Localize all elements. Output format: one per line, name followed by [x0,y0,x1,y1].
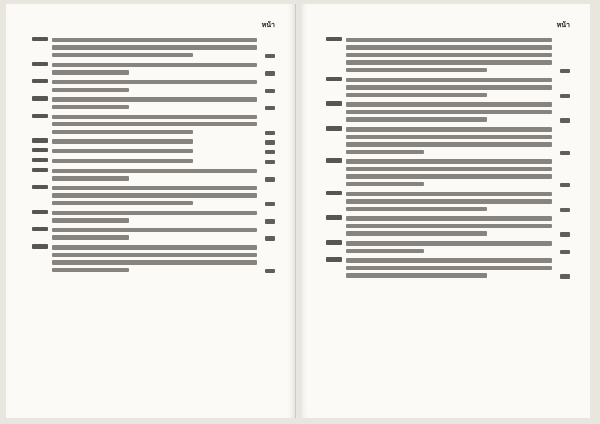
text-line [346,199,552,203]
text-line [52,105,129,109]
question-number [30,79,50,85]
question-text [30,97,257,109]
page-number-mark [265,89,275,93]
page-number [556,149,572,155]
page-number-mark [265,160,275,164]
question-number [30,114,50,120]
page-number [556,92,572,98]
question-number-mark [326,191,342,195]
page-number-mark [560,232,570,236]
text-line [346,38,552,42]
text-line [346,85,552,89]
text-line [52,122,257,126]
page-number [261,218,277,224]
entry-list [30,38,277,272]
question-text [324,159,552,186]
question-entry [324,159,572,186]
question-entry [324,102,572,121]
question-entry [30,245,277,272]
question-entry [30,211,277,223]
question-text [30,149,257,153]
question-number-mark [32,114,48,118]
question-number [30,96,50,102]
page-number [261,176,277,182]
text-line [346,68,487,72]
text-line [52,211,257,215]
question-text [30,115,257,134]
text-line [346,192,552,196]
page-number [261,129,277,135]
question-entry [324,127,572,154]
page-number-mark [560,69,570,73]
question-entry [30,159,277,163]
text-line [346,110,552,114]
text-line [346,182,424,186]
question-number [30,244,50,250]
question-text [30,245,257,272]
text-line [346,78,552,82]
question-number-mark [326,101,342,105]
page-number-mark [560,183,570,187]
text-line [52,228,257,232]
question-text [30,228,257,240]
text-line [52,45,257,49]
text-line [346,249,424,253]
question-text [30,159,257,163]
page-number [261,235,277,241]
page-number-mark [560,274,570,278]
text-line [346,174,552,178]
question-entry [30,115,277,134]
question-number-mark [32,138,48,142]
page-number-mark [265,54,275,58]
question-number [324,191,344,197]
question-number-mark [32,148,48,152]
page-number [261,104,277,110]
page-number-mark [265,269,275,273]
text-line [346,102,552,106]
question-number [324,257,344,263]
text-line [346,273,487,277]
page-number [261,139,277,145]
question-text [324,102,552,121]
question-number-mark [32,96,48,100]
question-number-mark [326,77,342,81]
left-page [6,4,296,418]
question-number [30,138,50,144]
question-entry [30,139,277,143]
text-line [346,93,487,97]
page-number [261,148,277,154]
text-line [52,253,257,257]
text-line [52,218,129,222]
page-number [261,70,277,76]
page-number-mark [265,202,275,206]
question-text [324,241,552,253]
text-line [52,80,257,84]
page-number-mark [265,106,275,110]
text-line [346,127,552,131]
text-line [346,258,552,262]
question-text [30,186,257,205]
question-entry [324,38,572,72]
right-page [300,4,590,418]
page-number [556,181,572,187]
question-number-mark [326,257,342,261]
page-column-heading: หน้า [556,20,570,29]
entry-list [324,38,572,278]
question-text [30,38,257,57]
text-line [346,142,552,146]
text-line [346,117,487,121]
question-number-mark [32,244,48,248]
text-line [346,231,487,235]
text-line [52,139,193,143]
question-number-mark [326,37,342,41]
text-line [52,70,129,74]
text-line [52,169,257,173]
question-text [30,63,257,75]
question-entry [30,169,277,181]
question-number [324,126,344,132]
text-line [52,115,257,119]
page-number [261,158,277,164]
page-number-mark [265,71,275,75]
text-line [52,245,257,249]
text-line [346,60,552,64]
text-line [52,186,257,190]
text-line [346,241,552,245]
question-text [324,258,552,277]
question-entry [30,38,277,57]
page-number-mark [265,236,275,240]
question-number [324,215,344,221]
page-number [261,200,277,206]
question-number-mark [32,37,48,41]
text-line [52,63,257,67]
question-number-mark [32,79,48,83]
text-line [52,235,129,239]
question-number [30,37,50,43]
question-text [324,78,552,97]
page-number-mark [560,118,570,122]
question-text [30,169,257,181]
question-text [324,216,552,235]
question-text [324,127,552,154]
text-line [52,159,193,163]
question-text [30,211,257,223]
question-number-mark [32,168,48,172]
page-number [261,267,277,273]
question-number [30,148,50,154]
page-number-mark [265,140,275,144]
text-line [346,135,552,139]
question-number-mark [32,227,48,231]
book-spread [6,4,594,420]
question-number-mark [32,185,48,189]
question-entry [30,97,277,109]
text-line [346,224,552,228]
page-number-mark [265,177,275,181]
text-line [346,150,424,154]
question-entry [30,228,277,240]
question-entry [324,192,572,211]
text-line [346,207,487,211]
question-number-mark [32,62,48,66]
question-entry [30,80,277,92]
question-number-mark [326,158,342,162]
text-line [52,149,193,153]
text-line [346,159,552,163]
question-number [30,210,50,216]
question-text [324,38,552,72]
page-number-mark [265,150,275,154]
question-number-mark [326,240,342,244]
question-number [30,168,50,174]
page-number [556,206,572,212]
question-entry [30,186,277,205]
text-line [52,201,193,205]
page-number-mark [560,208,570,212]
text-line [52,193,257,197]
text-line [346,167,552,171]
text-line [52,88,129,92]
question-number [30,62,50,68]
question-entry [30,63,277,75]
question-text [324,192,552,211]
question-entry [324,258,572,277]
page-number [556,231,572,237]
text-line [52,176,129,180]
text-line [346,266,552,270]
page-number-mark [265,131,275,135]
text-line [52,268,129,272]
question-number-mark [326,215,342,219]
page-number [261,52,277,58]
question-entry [324,78,572,97]
text-line [52,53,193,57]
question-entry [30,149,277,153]
text-line [52,130,193,134]
question-text [30,139,257,143]
question-entry [324,241,572,253]
question-number [30,227,50,233]
question-number-mark [32,210,48,214]
question-number [324,240,344,246]
text-line [52,260,257,264]
text-line [52,97,257,101]
page-number [556,273,572,279]
question-text [30,80,257,92]
question-number [324,37,344,43]
page-number-mark [560,151,570,155]
page-column-heading: หน้า [261,20,275,29]
question-number-mark [32,158,48,162]
question-number [324,158,344,164]
page-number [556,117,572,123]
question-number [324,101,344,107]
text-line [346,53,552,57]
page-number-mark [265,219,275,223]
question-number [324,77,344,83]
page-number [556,248,572,254]
page-number-mark [560,94,570,98]
page-number [556,67,572,73]
text-line [346,45,552,49]
question-number-mark [326,126,342,130]
page-number [261,87,277,93]
question-entry [324,216,572,235]
page-number-mark [560,250,570,254]
question-number [30,185,50,191]
text-line [346,216,552,220]
text-line [52,38,257,42]
question-number [30,158,50,164]
